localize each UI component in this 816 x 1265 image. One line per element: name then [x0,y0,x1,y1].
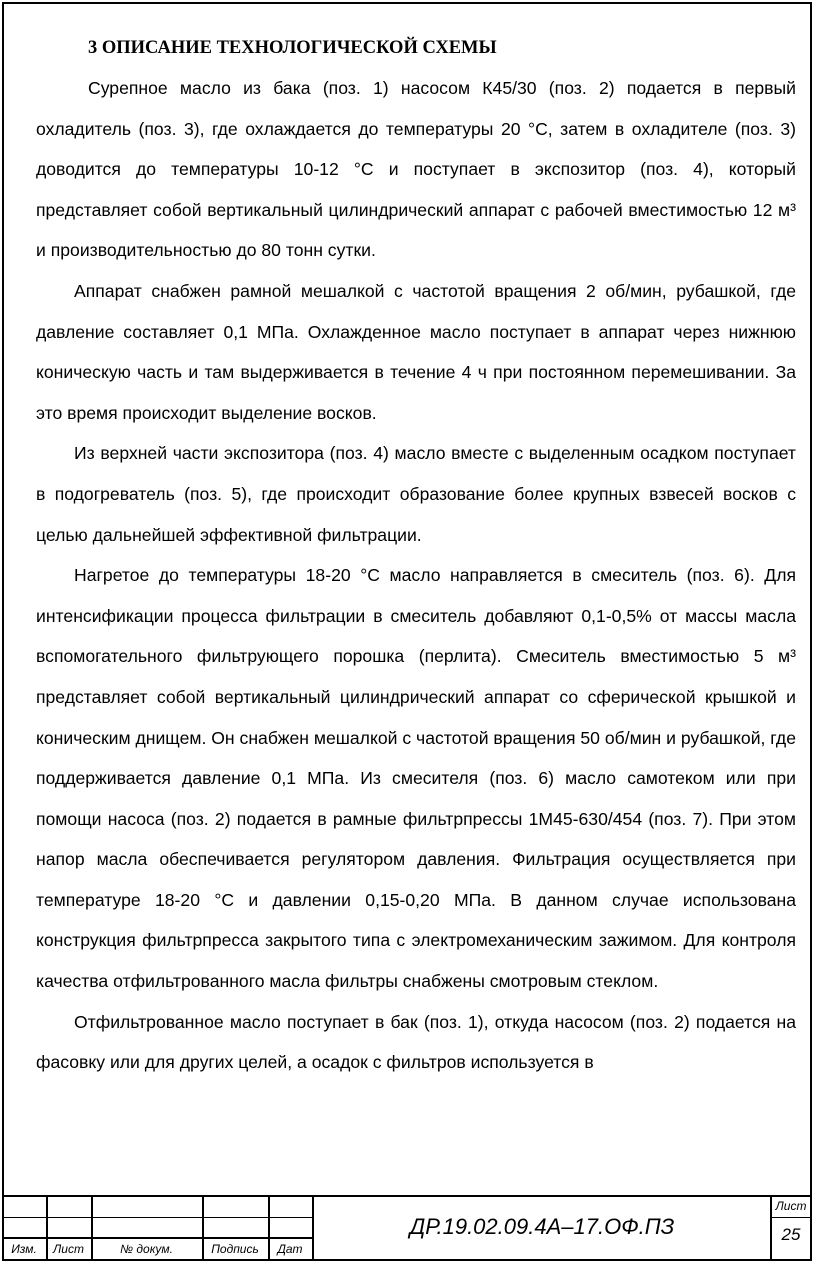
document-body [36,34,796,1083]
sheet-cell-line [770,1217,812,1218]
stamp-label-date: Дат [277,1242,303,1256]
paragraph-4: Нагретое до температуры 18-20 °С масло направляется в смеситель (поз. 6). Для интенсификации процесса фильтрации в смеситель добавляют 0,1-0,5% от массы масла вспомогательного фильтрующего порошка (перлита). Смеситель вместимостью 5 м³ представляет собой вертикальный цилиндрический аппарат со сферической крышкой и коническим днищем. Он снабжен мешалкой с частотой вращения 50 об/мин и рубашкой, где поддерживается давление 0,1 МПа. Из смесителя (поз. 6) масло самотеком или при помощи насоса (поз. 2) подается в рамные фильтрпрессы 1М45-630/454 (поз. 7). При этом напор масла обеспечивается регулятором давления. Фильтрация осуществляется при температуре 18-20 °С и давлении 0,15-0,20 МПа. В данном случае использована конструкция фильтрпресса закрытого типа с электромеханическим зажимом. Для контроля качества отфильтрованного масла фильтры снабжены смотровым стеклом. [36,565,796,992]
stamp-label-doc-number: № докум. [120,1242,173,1256]
section-heading: 3 ОПИСАНИЕ ТЕХНОЛОГИЧЕСКОЙ СХЕМЫ [88,38,497,58]
stamp-label-izm: Изм. [11,1242,37,1256]
paragraph-5: Отфильтрованное масло поступает в бак (поз. 1), откуда насосом (поз. 2) подается на фасовку или для других целей, а осадок с фильтров используется в [36,1011,796,1073]
paragraph-1: Сурепное масло из бака (поз. 1) насосом К45/30 (поз. 2) подается в первый охладитель (поз. 3), где охлаждается до температуры 20 °С, затем в охладителе (поз. 3) доводится до температуры 10-12 °С и поступает в экспозитор (поз. 4), который представляет собой вертикальный цилиндрический аппарат с рабочей вместимостью 12 м³ и производительностью до 80 тонн сутки. [36,78,796,261]
document-code: ДР.19.02.09.4А–17.ОФ.ПЗ [409,1214,675,1239]
title-block [2,1195,812,1261]
sheet-number: 25 [781,1225,801,1244]
paragraph-3: Из верхней части экспозитора (поз. 4) масло вместе с выделенным осадком поступает в подогреватель (поз. 5), где происходит образование более крупных взвесей восков с целью дальнейшей эффективной фильтрации. [36,443,796,545]
sheet-label: Лист [775,1199,807,1213]
paragraph-2: Аппарат снабжен рамной мешалкой с частотой вращения 2 об/мин, рубашкой, где давление составляет 0,1 МПа. Охлажденное масло поступает в аппарат через нижнюю коническую часть и там выдерживается в течение 4 ч при постоянном перемешивании. За это время происходит выделение восков. [36,280,796,423]
stamp-label-signature: Подпись [211,1242,259,1256]
stamp-label-list: Лист [53,1242,84,1256]
